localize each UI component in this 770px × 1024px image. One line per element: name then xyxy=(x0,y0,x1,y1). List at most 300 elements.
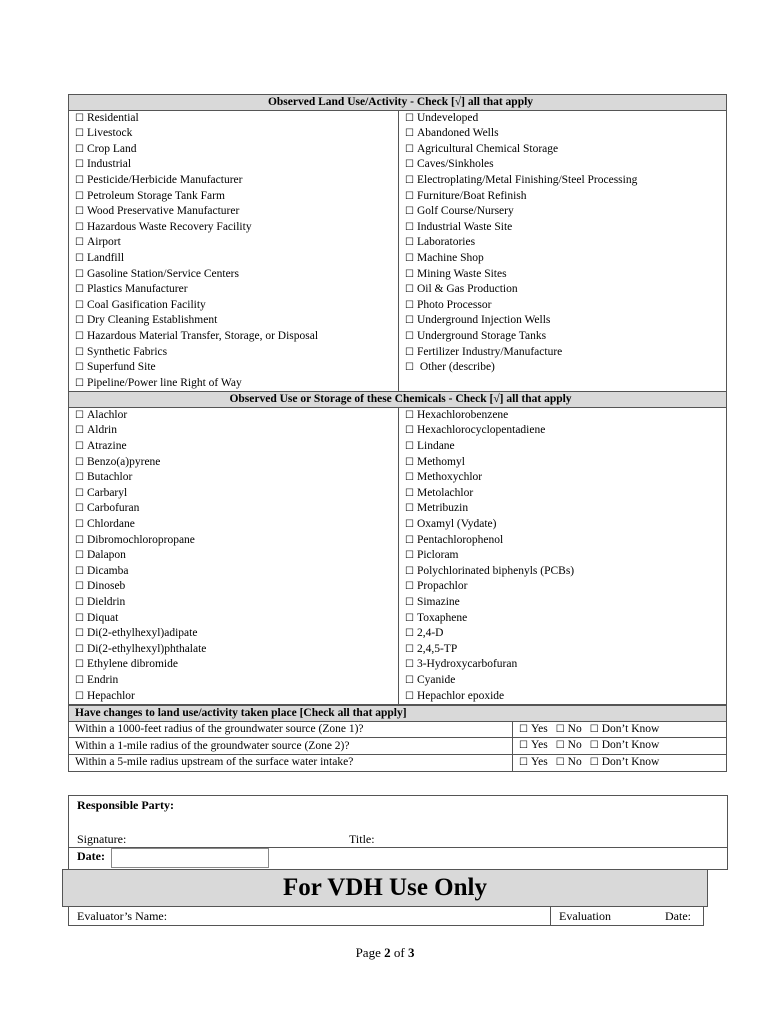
option xyxy=(519,723,548,735)
checkbox-icon[interactable]: ☐ xyxy=(75,472,84,484)
checklist-row xyxy=(69,407,727,423)
date-field[interactable] xyxy=(111,848,269,868)
checkbox-item xyxy=(69,579,399,595)
responsible-party-box xyxy=(68,795,728,870)
changes-table xyxy=(68,705,727,771)
checkbox-item xyxy=(69,376,399,392)
checkbox-item xyxy=(69,251,399,267)
checkbox-item xyxy=(399,611,727,627)
option-label: No xyxy=(567,722,582,735)
checkbox-icon[interactable]: ☐ xyxy=(75,441,84,453)
checkbox-label: Laboratories xyxy=(416,236,476,249)
checkbox-label: Picloram xyxy=(416,549,459,562)
checkbox-item xyxy=(69,204,399,220)
checkbox-icon[interactable]: ☐ xyxy=(75,565,84,577)
checkbox-item xyxy=(69,611,399,627)
checkbox-icon[interactable]: ☐ xyxy=(405,643,414,655)
checklist-row xyxy=(69,611,727,627)
checkbox-icon[interactable]: ☐ xyxy=(75,628,84,640)
checkbox-label: Coal Gasification Facility xyxy=(86,298,206,311)
checkbox-item xyxy=(69,407,399,423)
checkbox-label: Plastics Manufacturer xyxy=(86,283,188,296)
checkbox-icon[interactable]: ☐ xyxy=(405,597,414,608)
option xyxy=(556,723,582,735)
checkbox-item xyxy=(399,142,727,158)
checkbox-icon[interactable]: ☐ xyxy=(405,330,414,342)
evaluation-label: Evaluation xyxy=(559,909,611,923)
checkbox-item xyxy=(69,235,399,251)
checkbox-icon[interactable]: ☐ xyxy=(405,237,414,249)
checklist-row xyxy=(69,251,727,267)
checkbox-label: Aldrin xyxy=(86,424,117,437)
checkbox-icon[interactable]: ☐ xyxy=(405,409,414,421)
checkbox-icon[interactable]: ☐ xyxy=(519,723,528,735)
checkbox-item xyxy=(399,157,727,173)
checkbox-item xyxy=(69,142,399,158)
checkbox-icon[interactable]: ☐ xyxy=(405,315,414,327)
checkbox-item xyxy=(399,548,727,564)
checkbox-icon[interactable]: ☐ xyxy=(75,284,84,296)
checkbox-item xyxy=(69,548,399,564)
checkbox-item xyxy=(399,439,727,455)
checklist-row xyxy=(69,298,727,314)
checklist-row xyxy=(69,501,727,517)
checkbox-label: Atrazine xyxy=(86,440,127,453)
checkbox-item xyxy=(399,345,727,361)
checkbox-label: Agricultural Chemical Storage xyxy=(416,142,559,155)
checkbox-item xyxy=(399,126,727,142)
checkbox-icon[interactable]: ☐ xyxy=(405,268,414,280)
checkbox-icon[interactable]: ☐ xyxy=(75,597,84,608)
checkbox-icon[interactable]: ☐ xyxy=(405,565,414,577)
option-label: No xyxy=(567,755,582,768)
checkbox-item xyxy=(399,501,727,517)
checkbox-item xyxy=(399,173,727,189)
checkbox-icon[interactable]: ☐ xyxy=(405,159,414,171)
checkbox-icon[interactable]: ☐ xyxy=(589,723,599,735)
checkbox-icon[interactable]: ☐ xyxy=(405,190,414,202)
checklist-row xyxy=(69,110,727,126)
checkbox-label: 3-Hydroxycarbofuran xyxy=(416,658,518,671)
checkbox-icon[interactable]: ☐ xyxy=(75,690,84,702)
checkbox-label: Pesticide/Herbicide Manufacturer xyxy=(86,173,243,186)
change-question: Within a 1000-feet radius of the groundwater source (Zone 1)? xyxy=(69,721,513,738)
checkbox-label: 2,4,5-TP xyxy=(416,642,458,655)
change-question: Within a 5-mile radius upstream of the surface water intake? xyxy=(69,754,513,771)
checkbox-icon[interactable]: ☐ xyxy=(405,581,414,593)
checklist-row xyxy=(69,282,727,298)
checkbox-icon[interactable]: ☐ xyxy=(405,362,414,374)
checkbox-item xyxy=(69,173,399,189)
checklist-row xyxy=(69,548,727,564)
option xyxy=(590,723,660,735)
checkbox-label: Crop Land xyxy=(86,142,137,155)
checkbox-icon[interactable]: ☐ xyxy=(405,299,414,311)
checkbox-label: Petroleum Storage Tank Farm xyxy=(86,189,225,202)
checkbox-label: Simazine xyxy=(416,596,460,608)
checkbox-icon[interactable]: ☐ xyxy=(405,346,414,358)
change-options xyxy=(513,738,727,755)
checklist-row xyxy=(69,204,727,220)
checkbox-icon[interactable]: ☐ xyxy=(405,659,414,671)
checkbox-label: Hazardous Material Transfer, Storage, or Disposal xyxy=(86,329,319,342)
checkbox-label: Furniture/Boat Refinish xyxy=(416,189,527,202)
checkbox-icon[interactable]: ☐ xyxy=(405,221,414,233)
checkbox-label: Hazardous Waste Recovery Facility xyxy=(86,220,252,233)
empty-cell xyxy=(399,376,727,392)
page-footer: Page 2 of 3 xyxy=(355,945,415,960)
evaluation-date-label: Date: xyxy=(665,909,691,923)
change-question-row xyxy=(69,721,727,738)
checkbox-label: Hepachlor xyxy=(86,689,135,702)
checkbox-item xyxy=(399,486,727,502)
checkbox-label: Methomyl xyxy=(416,455,465,468)
option-label: Yes xyxy=(530,722,548,735)
checklist-row xyxy=(69,626,727,642)
checkbox-icon[interactable]: ☐ xyxy=(405,472,414,484)
checkbox-icon[interactable]: ☐ xyxy=(75,174,84,186)
checkbox-label: Airport xyxy=(86,236,121,249)
checkbox-label: Cyanide xyxy=(416,673,456,686)
checkbox-label: Pentachlorophenol xyxy=(416,533,504,546)
checkbox-item xyxy=(69,345,399,361)
checkbox-icon[interactable]: ☐ xyxy=(75,221,84,233)
checkbox-icon[interactable]: ☐ xyxy=(405,534,414,546)
checkbox-item xyxy=(399,204,727,220)
checkbox-item xyxy=(399,313,727,329)
checkbox-label: Machine Shop xyxy=(416,251,484,264)
checkbox-label: Carbaryl xyxy=(86,486,128,499)
checkbox-item xyxy=(399,689,727,705)
option xyxy=(556,739,582,751)
option xyxy=(519,739,548,751)
checkbox-label: Hexachlorocyclopentadiene xyxy=(416,424,546,437)
checkbox-label: Diquat xyxy=(86,611,119,624)
checkbox-icon[interactable]: ☐ xyxy=(405,550,414,562)
checkbox-item xyxy=(399,657,727,673)
checklist-row xyxy=(69,329,727,345)
checkbox-label: Metolachlor xyxy=(416,486,474,499)
checkbox-label: Livestock xyxy=(86,127,133,140)
checkbox-item xyxy=(69,564,399,580)
land-use-header: Observed Land Use/Activity - Check [√] all that apply xyxy=(69,95,727,111)
checkbox-label: Abandoned Wells xyxy=(416,127,499,140)
checkbox-item xyxy=(69,673,399,689)
checkbox-label: Di(2-ethylhexyl)adipate xyxy=(86,627,198,640)
checkbox-label: Other (describe) xyxy=(416,361,495,374)
checkbox-icon[interactable]: ☐ xyxy=(405,143,414,155)
checkbox-label: Metribuzin xyxy=(416,502,469,515)
option-label: Yes xyxy=(530,755,548,768)
checkbox-icon[interactable]: ☐ xyxy=(405,503,414,515)
checkbox-label: Electroplating/Metal Finishing/Steel Processing xyxy=(416,173,638,186)
checklist-row xyxy=(69,235,727,251)
checkbox-icon[interactable]: ☐ xyxy=(75,409,84,421)
checkbox-label: Pipeline/Power line Right of Way xyxy=(86,376,242,389)
change-options xyxy=(513,721,727,738)
checkbox-label: Methoxychlor xyxy=(416,471,483,484)
checkbox-icon[interactable]: ☐ xyxy=(75,299,84,311)
option-label: Don’t Know xyxy=(601,722,660,735)
checkbox-label: Undeveloped xyxy=(416,111,479,124)
checkbox-label: Caves/Sinkholes xyxy=(416,158,494,171)
checklist-row xyxy=(69,376,727,392)
checkbox-icon[interactable]: ☐ xyxy=(589,756,599,768)
checklist-row xyxy=(69,689,727,705)
checklist-row xyxy=(69,157,727,173)
checkbox-item xyxy=(399,517,727,533)
checkbox-icon[interactable]: ☐ xyxy=(405,284,414,296)
checklist-row xyxy=(69,345,727,361)
signature-label: Signature: xyxy=(77,832,127,846)
checkbox-item xyxy=(69,220,399,236)
option-label: Don’t Know xyxy=(601,739,660,752)
checkbox-icon[interactable]: ☐ xyxy=(75,377,84,389)
checklist-row xyxy=(69,173,727,189)
checklist-form xyxy=(68,94,726,772)
checklist-row xyxy=(69,313,727,329)
checklist-row xyxy=(69,360,727,376)
checkbox-label: Landfill xyxy=(86,251,125,264)
checkbox-icon[interactable]: ☐ xyxy=(405,487,414,499)
checkbox-label: Wood Preservative Manufacturer xyxy=(86,205,240,218)
checkbox-label: Underground Injection Wells xyxy=(416,314,551,327)
checkbox-icon[interactable]: ☐ xyxy=(75,550,84,562)
checkbox-item xyxy=(69,110,399,126)
checkbox-icon[interactable]: ☐ xyxy=(75,581,84,593)
checkbox-icon[interactable]: ☐ xyxy=(589,740,599,752)
checklist-row xyxy=(69,595,727,611)
checklist-row xyxy=(69,126,727,142)
checkbox-icon[interactable]: ☐ xyxy=(75,643,84,655)
checkbox-icon[interactable]: ☐ xyxy=(75,362,84,374)
checkbox-label: Underground Storage Tanks xyxy=(416,329,547,342)
checkbox-label: Ethylene dibromide xyxy=(86,658,178,671)
checkbox-icon[interactable]: ☐ xyxy=(75,159,84,171)
checklist-row xyxy=(69,579,727,595)
checkbox-label: Butachlor xyxy=(86,471,133,484)
checkbox-item xyxy=(399,329,727,345)
checkbox-item xyxy=(69,626,399,642)
checkbox-label: Propachlor xyxy=(416,580,468,593)
checkbox-item xyxy=(69,486,399,502)
checkbox-label: Di(2-ethylhexyl)phthalate xyxy=(86,642,207,655)
checkbox-item xyxy=(399,673,727,689)
checklist-row xyxy=(69,486,727,502)
checklist-row xyxy=(69,423,727,439)
checkbox-icon[interactable]: ☐ xyxy=(75,503,84,515)
checklist-row xyxy=(69,267,727,283)
checkbox-label: Dalapon xyxy=(86,549,126,562)
checklist-row xyxy=(69,657,727,673)
checkbox-label: Benzo(a)pyrene xyxy=(86,455,161,468)
checkbox-label: Carbofuran xyxy=(86,502,140,515)
checkbox-label: Photo Processor xyxy=(416,298,492,311)
divider xyxy=(550,907,551,925)
checkbox-item xyxy=(399,267,727,283)
checkbox-label: Dibromochloropropane xyxy=(86,533,195,546)
checkbox-icon[interactable]: ☐ xyxy=(555,756,565,768)
checkbox-icon[interactable]: ☐ xyxy=(405,174,414,186)
checkbox-item xyxy=(399,298,727,314)
evaluator-name-label: Evaluator’s Name: xyxy=(77,909,168,923)
checkbox-item xyxy=(69,360,399,376)
checkbox-item xyxy=(69,689,399,705)
checkbox-icon[interactable]: ☐ xyxy=(75,659,84,671)
checkbox-label: Dieldrin xyxy=(86,596,126,608)
checkbox-label: Golf Course/Nursery xyxy=(416,205,514,218)
option xyxy=(556,756,582,768)
checkbox-item xyxy=(399,407,727,423)
checkbox-item xyxy=(399,533,727,549)
checklist-row xyxy=(69,642,727,658)
checkbox-item xyxy=(399,360,727,376)
checkbox-icon[interactable]: ☐ xyxy=(405,128,414,140)
checklist-row xyxy=(69,439,727,455)
checkbox-icon[interactable]: ☐ xyxy=(75,206,84,218)
checkbox-icon[interactable]: ☐ xyxy=(75,519,84,531)
checkbox-icon[interactable]: ☐ xyxy=(75,190,84,202)
checkbox-item xyxy=(69,423,399,439)
checklist-row xyxy=(69,564,727,580)
checklist-row xyxy=(69,470,727,486)
checkbox-item xyxy=(69,329,399,345)
checkbox-item xyxy=(69,189,399,205)
checkbox-icon[interactable]: ☐ xyxy=(405,112,414,124)
checkbox-item xyxy=(69,126,399,142)
checkbox-icon[interactable]: ☐ xyxy=(405,252,414,264)
checkbox-icon[interactable]: ☐ xyxy=(405,441,414,453)
title-label: Title: xyxy=(349,832,375,846)
checkbox-item xyxy=(399,455,727,471)
checkbox-icon[interactable]: ☐ xyxy=(405,628,414,640)
checkbox-icon[interactable]: ☐ xyxy=(75,143,84,155)
checkbox-icon[interactable]: ☐ xyxy=(75,674,84,686)
checkbox-label: Hexachlorobenzene xyxy=(416,408,509,421)
checkbox-item xyxy=(399,642,727,658)
checkbox-label: Residential xyxy=(86,111,139,124)
checkbox-label: Superfund Site xyxy=(86,361,156,374)
checklist-row xyxy=(69,455,727,471)
responsible-party-title: Responsible Party: xyxy=(77,798,174,812)
checkbox-item xyxy=(69,298,399,314)
checkbox-icon[interactable]: ☐ xyxy=(75,425,84,437)
checkbox-icon[interactable]: ☐ xyxy=(405,674,414,686)
option-label: Yes xyxy=(530,739,548,752)
checkbox-item xyxy=(69,267,399,283)
checkbox-item xyxy=(69,501,399,517)
checkbox-icon[interactable]: ☐ xyxy=(555,740,565,752)
checkbox-label: Industrial Waste Site xyxy=(416,220,513,233)
checkbox-item xyxy=(399,626,727,642)
checkbox-label: Endrin xyxy=(86,673,119,686)
checkbox-label: Oxamyl (Vydate) xyxy=(416,518,497,531)
checkbox-label: Dry Cleaning Establishment xyxy=(86,314,218,327)
checkbox-icon[interactable]: ☐ xyxy=(75,612,84,624)
option xyxy=(519,756,548,768)
checkbox-icon[interactable]: ☐ xyxy=(555,723,565,735)
checkbox-label: Dinoseb xyxy=(86,580,126,593)
checkbox-icon[interactable]: ☐ xyxy=(75,487,84,499)
page-total: 3 xyxy=(407,945,415,960)
checkbox-label: Toxaphene xyxy=(416,611,468,624)
checkbox-item xyxy=(399,220,727,236)
checkbox-icon[interactable]: ☐ xyxy=(75,346,84,358)
checkbox-label: Mining Waste Sites xyxy=(416,267,507,280)
vdh-banner: For VDH Use Only xyxy=(62,869,708,907)
checkbox-icon[interactable]: ☐ xyxy=(405,206,414,218)
checkbox-item xyxy=(69,282,399,298)
checkbox-item xyxy=(69,439,399,455)
checklist-row xyxy=(69,517,727,533)
option xyxy=(590,739,660,751)
checkbox-icon[interactable]: ☐ xyxy=(405,519,414,531)
checkbox-icon[interactable]: ☐ xyxy=(75,315,84,327)
checkbox-item xyxy=(399,595,727,611)
checkbox-label: Oil & Gas Production xyxy=(416,283,518,296)
checkbox-item xyxy=(399,579,727,595)
checkbox-item xyxy=(69,533,399,549)
checkbox-label: Dicamba xyxy=(86,564,129,577)
checkbox-icon[interactable]: ☐ xyxy=(75,330,84,342)
checkbox-item xyxy=(399,564,727,580)
option-label: No xyxy=(567,739,582,752)
checkbox-label: Alachlor xyxy=(86,408,128,421)
checkbox-item xyxy=(399,110,727,126)
checkbox-icon[interactable]: ☐ xyxy=(519,740,528,752)
evaluator-row xyxy=(68,906,704,926)
checklist-row xyxy=(69,189,727,205)
checkbox-icon[interactable]: ☐ xyxy=(405,690,414,702)
checkbox-item xyxy=(399,282,727,298)
checkbox-icon[interactable]: ☐ xyxy=(75,456,84,468)
checkbox-item xyxy=(399,189,727,205)
checkbox-item xyxy=(399,470,727,486)
checkbox-icon[interactable]: ☐ xyxy=(75,237,84,249)
page-number: 2 xyxy=(384,945,391,960)
checkbox-icon[interactable]: ☐ xyxy=(405,425,414,437)
checkbox-label: Synthetic Fabrics xyxy=(86,345,168,358)
option xyxy=(590,756,660,768)
checkbox-icon[interactable]: ☐ xyxy=(75,534,84,546)
checkbox-icon[interactable]: ☐ xyxy=(75,268,84,280)
checkbox-item xyxy=(399,423,727,439)
checkbox-item xyxy=(69,657,399,673)
change-question-row xyxy=(69,754,727,771)
checkbox-icon[interactable]: ☐ xyxy=(75,128,84,140)
checkbox-label: Polychlorinated biphenyls (PCBs) xyxy=(416,564,575,577)
checkbox-icon[interactable]: ☐ xyxy=(405,456,414,468)
checkbox-label: Gasoline Station/Service Centers xyxy=(86,267,239,280)
checkbox-item xyxy=(69,470,399,486)
checklist-row xyxy=(69,533,727,549)
checkbox-item xyxy=(399,251,727,267)
checkbox-label: Chlordane xyxy=(86,518,135,531)
checkbox-item xyxy=(69,595,399,611)
checkbox-icon[interactable]: ☐ xyxy=(519,756,528,768)
checkbox-item xyxy=(399,235,727,251)
checkbox-icon[interactable]: ☐ xyxy=(75,112,84,124)
checkbox-item xyxy=(69,517,399,533)
checkbox-label: Industrial xyxy=(86,158,132,171)
checkbox-icon[interactable]: ☐ xyxy=(75,252,84,264)
land-use-table xyxy=(68,94,727,705)
change-question-row xyxy=(69,738,727,755)
checklist-row xyxy=(69,142,727,158)
chemicals-header: Observed Use or Storage of these Chemicals - Check [√] all that apply xyxy=(69,392,727,408)
changes-header: Have changes to land use/activity taken place [Check all that apply] xyxy=(69,706,727,722)
checkbox-icon[interactable]: ☐ xyxy=(405,612,414,624)
